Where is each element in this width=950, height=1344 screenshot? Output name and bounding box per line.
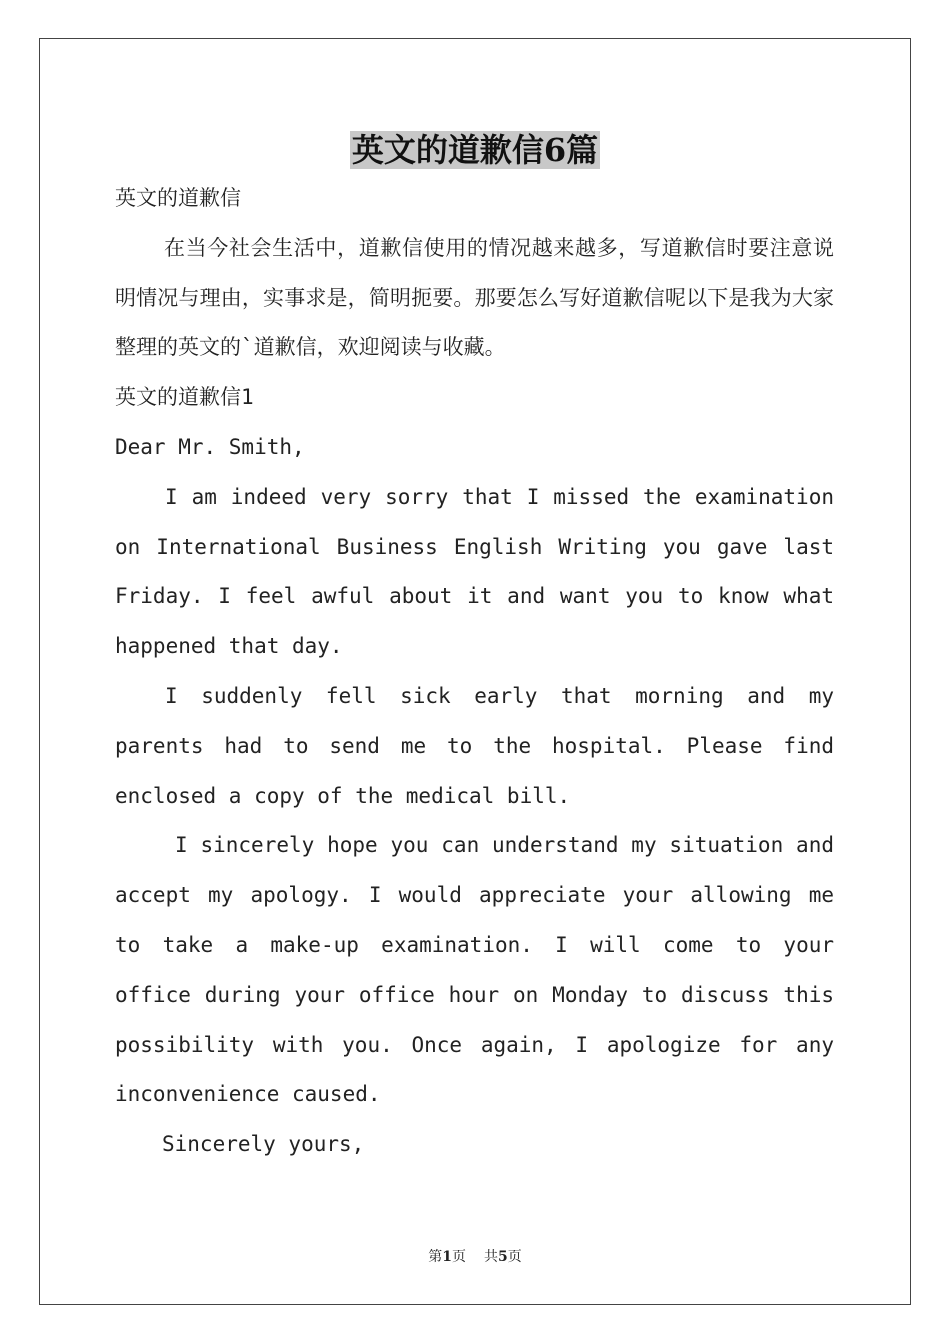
document-title bbox=[0, 126, 950, 174]
footer-prefix: 第 bbox=[428, 1249, 443, 1265]
letter-salutation: Dear Mr. Smith, bbox=[115, 434, 305, 459]
footer-page-unit: 页 bbox=[452, 1249, 466, 1265]
letter-paragraph: I suddenly fell sick early that morning and my parents had to send me to the hospital. Please find enclosed a copy of the medical bill. bbox=[115, 683, 834, 808]
subtitle-paragraph: 英文的道歉信 bbox=[115, 186, 241, 210]
footer-total-unit: 页 bbox=[507, 1249, 522, 1265]
letter-heading: 英文的道歉信1 bbox=[115, 385, 254, 410]
footer-page-number: 1 bbox=[442, 1249, 452, 1265]
letter-closing: Sincerely yours, bbox=[162, 1132, 365, 1157]
document-body bbox=[115, 174, 834, 1170]
intro-paragraph: 在当今社会生活中，道歉信使用的情况越来越多，写道歉信时要注意说明情况与理由，实事求是，简明扼要。那要怎么写好道歉信呢以下是我为大家整理的英文的`道歉信，欢迎阅读与收藏。 bbox=[115, 235, 834, 360]
footer-total-prefix: 共 bbox=[484, 1249, 498, 1265]
footer-total-pages: 5 bbox=[498, 1249, 508, 1265]
document-title-text: 英文的道歉信6篇 bbox=[351, 131, 599, 169]
letter-paragraph: I am indeed very sorry that I missed the examination on International Business English Writing you gave last Friday. I feel awful about it and want you to know what happened that day. bbox=[115, 484, 834, 659]
page-footer bbox=[0, 1247, 950, 1267]
letter-paragraph: I sincerely hope you can understand my situation and accept my apology. I would appreciate your allowing me to take a make-up examination. I will come to your office during your office hour on Monday to discuss this possibility with you. Once again, I apologize for any inconvenience caused. bbox=[115, 833, 834, 1107]
